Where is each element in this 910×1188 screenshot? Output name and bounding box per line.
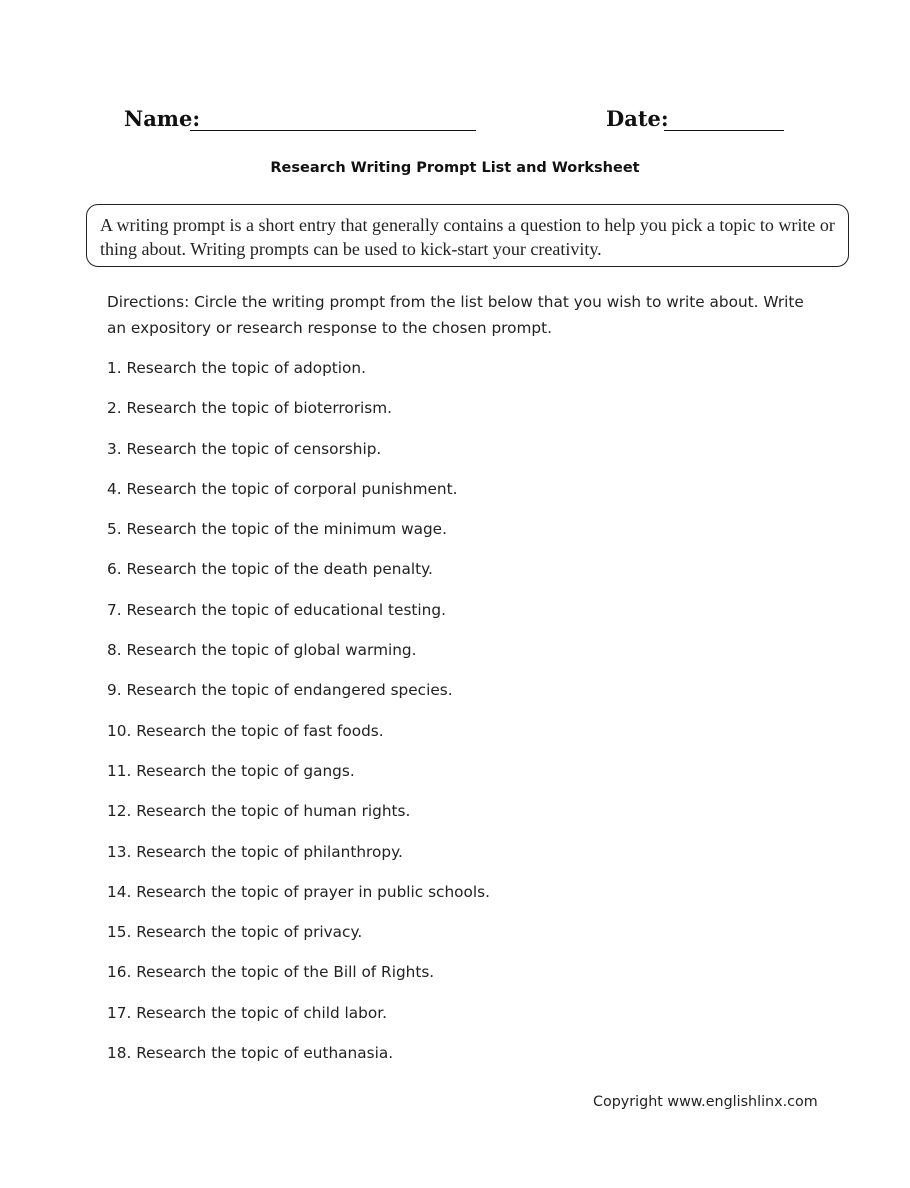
prompt-item: 9. Research the topic of endangered species.: [107, 681, 453, 700]
prompt-item: 7. Research the topic of educational testing.: [107, 600, 446, 619]
prompt-item: 17. Research the topic of child labor.: [107, 1003, 387, 1022]
prompt-item: 13. Research the topic of philanthropy.: [107, 842, 403, 861]
prompt-item: 4. Research the topic of corporal punishment.: [107, 479, 458, 498]
worksheet-header: [0, 104, 910, 138]
worksheet-title: Research Writing Prompt List and Worksheet: [270, 160, 640, 176]
prompt-item: 1. Research the topic of adoption.: [107, 359, 366, 377]
prompt-item: 2. Research the topic of bioterrorism.: [107, 399, 392, 418]
prompt-item: 5. Research the topic of the minimum wage.: [107, 520, 447, 539]
prompt-item: 15. Research the topic of privacy.: [107, 923, 363, 942]
prompt-item: 12. Research the topic of human rights.: [107, 802, 411, 821]
date-blank-line: [664, 130, 784, 131]
prompt-item: 10. Research the topic of fast foods.: [107, 721, 384, 740]
prompt-item: 14. Research the topic of prayer in public schools.: [107, 882, 490, 901]
prompt-item: 11. Research the topic of gangs.: [107, 761, 355, 780]
date-label: Date:: [606, 106, 669, 131]
prompt-item: 8. Research the topic of global warming.: [107, 641, 417, 660]
intro-box: [86, 204, 849, 267]
prompt-item: 3. Research the topic of censorship.: [107, 439, 382, 458]
prompt-item: 6. Research the topic of the death penalty.: [107, 560, 433, 579]
directions-text: Directions: Circle the writing prompt from the list below that you wish to write about. Write an expository or research response to the chosen prompt.: [107, 293, 804, 337]
name-blank-line: [190, 130, 476, 131]
prompt-item: 16. Research the topic of the Bill of Rights.: [107, 963, 435, 982]
copyright-text: Copyright www.englishlinx.com: [593, 1094, 818, 1110]
name-label: Name:: [124, 106, 201, 131]
prompt-item: 18. Research the topic of euthanasia.: [107, 1044, 394, 1063]
prompt-list: [107, 355, 490, 1080]
intro-text: A writing prompt is a short entry that generally contains a question to help you pick a topic to write or thing about. Writing prompts can be used to kick-start your creativity.: [100, 215, 835, 259]
